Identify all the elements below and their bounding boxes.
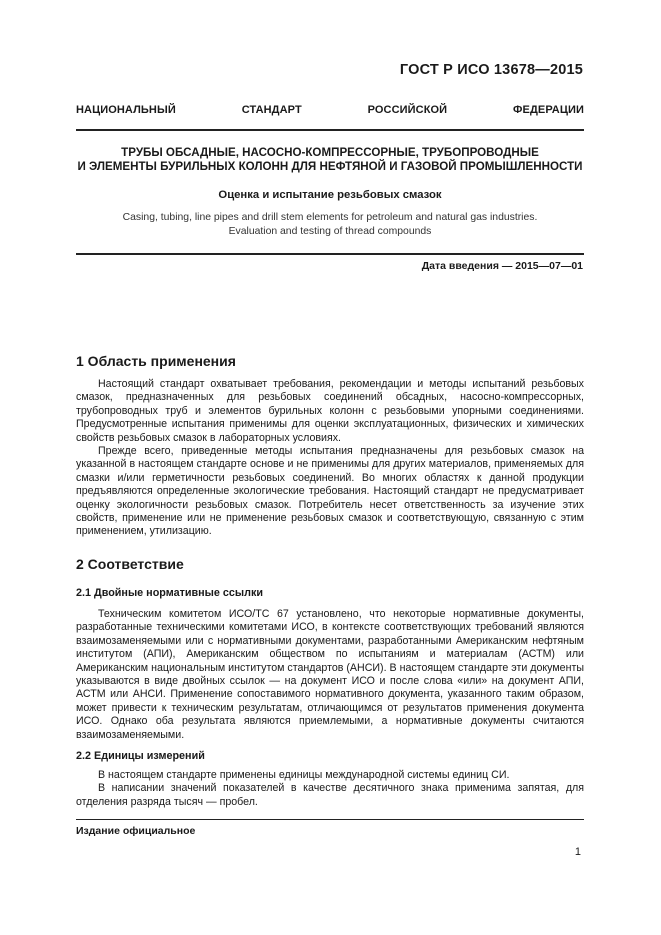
- section-2-heading: 2 Соответствие: [76, 555, 184, 572]
- section-2-1-heading: 2.1 Двойные нормативные ссылки: [76, 586, 264, 599]
- english-title: [76, 211, 584, 239]
- effective-date: Дата введения — 2015—07—01: [421, 260, 583, 272]
- section-1-paragraph-2: Прежде всего, приведенные методы испытания предназначены для резьбовых смазок на указанной в настоящем стандарте основе и не применимы для других материалов, применяемых для смазки и/или герметичности резьбовых соединений. Во многих областях к данной продукции предъявляются определенные экологические требования. Настоящий стандарт не предусматривает оценку экологичности резьбовых смазок. Потребитель несет ответственность за изучение этих свойств, применение или не применение резьбовых смазок и соответствующую, связанную с этим применением, утилизацию.: [76, 445, 584, 538]
- section-2-1-paragraph: Техническим комитетом ИСО/ТС 67 установлено, что некоторые нормативные документы, разработанные техническими комитетами ИСО, в контексте соответствующих требований являются взаимозаменяемыми или с нормативными документами, разработанными Американским нефтяным институтом (АПИ), Американским обществом по испытаниям и материалам (АСТМ) или Американским национальным институтом стандартов (АНСИ). В настоящем стандарте эти документы указываются в виде двойных ссылок — на документ ИСО и после слова «или» на документ АПИ, АСТМ или АНСИ. Применение сопоставимого нормативного документа, указанного таким образом, может привести к техническим результатам, отличающимся от результатов применения документа ИСО. Однако оба результата являются приемлемыми, а нормативные документы считаются взаимозаменяемыми.: [76, 607, 584, 741]
- section-2-2-paragraph-2: В написании значений показателей в качестве десятичного знака применима запятая, для отделения разряда тысяч — пробел.: [76, 782, 584, 808]
- document-subtitle: Оценка и испытание резьбовых смазок: [218, 189, 442, 201]
- official-edition-note: Издание официальное: [76, 825, 196, 837]
- title-line-2: И ЭЛЕМЕНТЫ БУРИЛЬНЫХ КОЛОНН ДЛЯ НЕФТЯНОЙ И ГАЗОВОЙ ПРОМЫШЛЕННОСТИ: [77, 160, 583, 173]
- section-1-heading: 1 Область применения: [76, 353, 236, 369]
- section-2-2-heading: 2.2 Единицы измерений: [76, 749, 205, 762]
- section-1-paragraph-1: Настоящий стандарт охватывает требования, рекомендации и методы испытаний резьбовых смазок, предназначенных для резьбовых соединений обсадных, насосно-компрессорных, трубопроводных труб и элементов бурильных колонн с резьбовыми упорными соединениями. Предусмотренные испытания применимы для оценки эксплуатационных, физических и химических свойств резьбовых смазок в лабораторных условиях.: [76, 378, 584, 444]
- document-body: [76, 346, 584, 809]
- document-title: [76, 146, 584, 174]
- footer-rule: [76, 819, 584, 820]
- section-2-2-paragraph-1: В настоящем стандарте применены единицы международной системы единиц СИ.: [98, 768, 510, 781]
- gost-code: ГОСТ Р ИСО 13678—2015: [399, 62, 583, 78]
- page-number: 1: [574, 846, 581, 858]
- english-title-line-1: Casing, tubing, line pipes and drill stem elements for petroleum and natural gas industries.: [122, 212, 538, 223]
- title-line-1: ТРУБЫ ОБСАДНЫЕ, НАСОСНО-КОМПРЕССОРНЫЕ, ТРУБОПРОВОДНЫЕ: [121, 146, 539, 159]
- national-standard-header: НАЦИОНАЛЬНЫЙ СТАНДАРТ РОССИЙСКОЙ ФЕДЕРАЦИИ: [76, 104, 584, 116]
- title-rule: [76, 253, 584, 255]
- english-title-line-2: Evaluation and testing of thread compounds: [228, 226, 432, 237]
- header-rule: [76, 129, 584, 131]
